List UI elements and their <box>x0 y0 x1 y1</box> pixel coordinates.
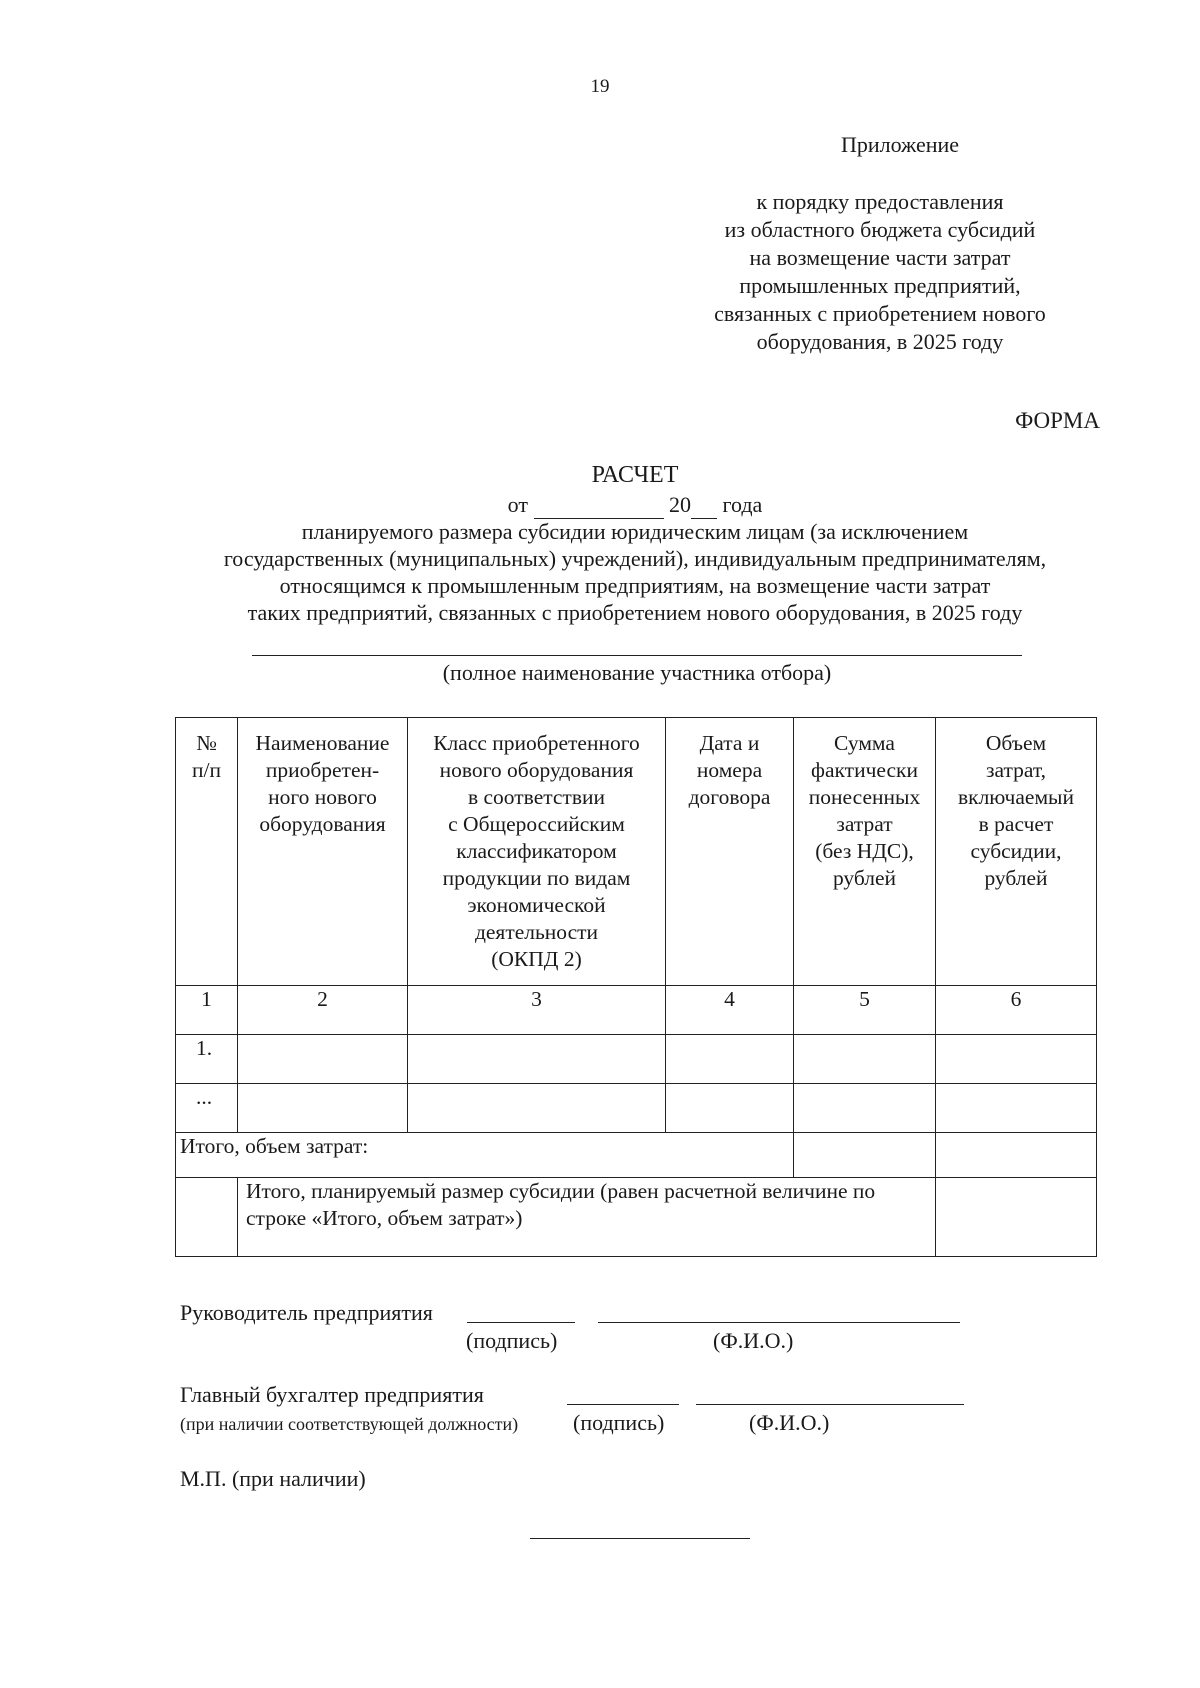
subtitle-line: относящимся к промышленным предприятиям, на возмещение части затрат <box>279 573 991 598</box>
accountant-label: Главный бухгалтер предприятия <box>180 1382 484 1407</box>
header-cell: Объем затрат, включаемый в расчет субсидии, рублей <box>936 718 1097 986</box>
subsidy-label: Итого, планируемый размер субсидии (равен расчетной величине по строке «Итого, объем затрат») <box>238 1178 936 1257</box>
total-label: Итого, объем затрат: <box>176 1133 794 1178</box>
column-number-row <box>176 986 1097 1035</box>
total-actual-cost-cell[interactable] <box>794 1133 936 1178</box>
participant-name-field[interactable] <box>252 655 1022 656</box>
date-year-prefix: 20 <box>669 492 691 517</box>
table-row <box>176 1084 1097 1133</box>
head-label: Руководитель предприятия <box>180 1300 433 1325</box>
date-line <box>0 492 1200 519</box>
header-cell: № п/п <box>176 718 238 986</box>
accountant-sign-caption: (подпись) <box>573 1410 665 1435</box>
document-title: РАСЧЕТ <box>591 462 679 488</box>
column-number: 6 <box>936 986 1097 1035</box>
row-number: 1. <box>176 1035 238 1084</box>
table-cell[interactable] <box>238 1035 408 1084</box>
table-cell[interactable] <box>666 1035 794 1084</box>
table-cell[interactable] <box>666 1084 794 1133</box>
table-cell[interactable] <box>936 1084 1097 1133</box>
total-included-cost-cell[interactable] <box>936 1133 1097 1178</box>
appendix-line: к порядку предоставления <box>756 189 1004 214</box>
subtitle-line: планируемого размера субсидии юридическим лицам (за исключением <box>301 519 969 544</box>
table-cell[interactable] <box>936 1035 1097 1084</box>
date-blank[interactable] <box>534 492 664 519</box>
subtitle-line: таких предприятий, связанных с приобретением нового оборудования, в 2025 году <box>247 600 1023 625</box>
document-subtitle <box>160 518 1110 626</box>
page-number: 19 <box>590 76 610 97</box>
row-number: ... <box>176 1084 238 1133</box>
table-row <box>176 1035 1097 1084</box>
subsidy-amount-cell[interactable] <box>936 1178 1097 1257</box>
header-cell: Сумма фактически понесенных затрат (без НДС), рублей <box>794 718 936 986</box>
table-cell[interactable] <box>238 1084 408 1133</box>
appendix-line: промышленных предприятий, <box>739 273 1021 298</box>
subtitle-line: государственных (муниципальных) учреждений), индивидуальным предпринимателям, <box>223 546 1047 571</box>
column-number: 5 <box>794 986 936 1035</box>
date-suffix: года <box>722 492 763 517</box>
column-number: 4 <box>666 986 794 1035</box>
participant-name-caption: (полное наименование участника отбора) <box>442 660 832 685</box>
form-label: ФОРМА <box>1015 408 1100 433</box>
accountant-signature-field[interactable] <box>567 1404 679 1405</box>
subsidy-row <box>176 1178 1097 1257</box>
year-blank[interactable] <box>691 492 717 519</box>
column-number: 2 <box>238 986 408 1035</box>
accountant-note: (при наличии соответствующей должности) <box>180 1414 519 1434</box>
column-number: 1 <box>176 986 238 1035</box>
appendix-title: Приложение <box>840 132 960 157</box>
appendix-text <box>660 188 1100 356</box>
stamp-label: М.П. (при наличии) <box>180 1466 366 1491</box>
table-cell[interactable] <box>408 1035 666 1084</box>
accountant-name-caption: (Ф.И.О.) <box>749 1410 830 1435</box>
closing-rule <box>530 1538 750 1539</box>
head-name-field[interactable] <box>598 1322 960 1323</box>
appendix-line: связанных с приобретением нового <box>714 301 1046 326</box>
calculation-table <box>175 717 1097 1257</box>
table-cell[interactable] <box>794 1035 936 1084</box>
accountant-name-field[interactable] <box>696 1404 964 1405</box>
table-cell[interactable] <box>794 1084 936 1133</box>
header-cell: Класс приобретенного нового оборудования в соответствии с Общероссийским классификатором продукции по видам экономической деятельности (ОКПД 2) <box>408 718 666 986</box>
head-sign-caption: (подпись) <box>466 1328 558 1353</box>
head-name-caption: (Ф.И.О.) <box>713 1328 794 1353</box>
appendix-line: из областного бюджета субсидий <box>724 217 1036 242</box>
date-prefix: от <box>507 492 528 517</box>
column-number: 3 <box>408 986 666 1035</box>
table-header-row <box>176 718 1097 986</box>
head-signature-field[interactable] <box>467 1322 575 1323</box>
header-cell: Дата и номера договора <box>666 718 794 986</box>
total-row <box>176 1133 1097 1178</box>
appendix-line: оборудования, в 2025 году <box>756 329 1004 354</box>
table-cell <box>176 1178 238 1257</box>
header-cell: Наименование приобретен- ного нового оборудования <box>238 718 408 986</box>
appendix-line: на возмещение части затрат <box>749 245 1011 270</box>
table-cell[interactable] <box>408 1084 666 1133</box>
